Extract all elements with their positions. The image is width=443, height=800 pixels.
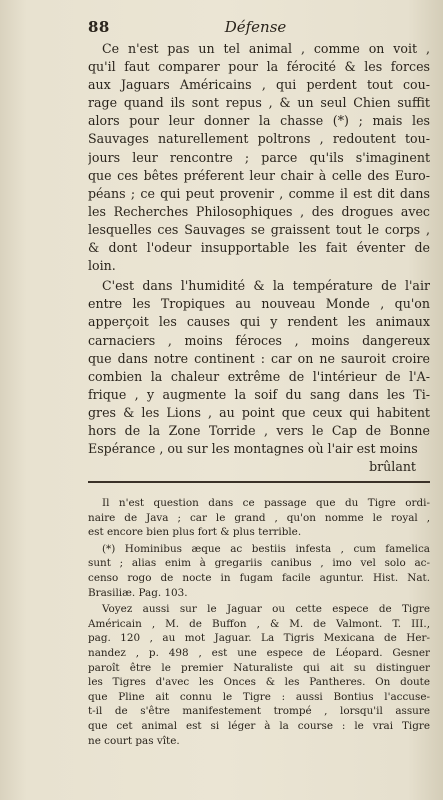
- page-header: [88, 18, 423, 38]
- body-text-line: loin.: [88, 258, 116, 274]
- footnote-text-line: Américain , M. de Buffon , & M. de Valmont. T. III.,: [88, 617, 430, 630]
- footnote-rule: [88, 481, 430, 483]
- catchword: brûlant: [369, 459, 416, 475]
- body-text-line: combien la chaleur extrême de l'intérieur de l'A-: [88, 368, 430, 384]
- body-text-line: lesquelles ces Sauvages se graissent tout le corps ,: [88, 221, 430, 237]
- body-text-line: & dont l'odeur insupportable les fait éventer de: [88, 240, 430, 256]
- footnote-text-line: pag. 120 , au mot Jaguar. La Tigris Mexicana de Her-: [88, 632, 430, 645]
- footnote-text-line: ne court pas vîte.: [88, 734, 180, 747]
- body-text-line: entre les Tropiques au nouveau Monde , qu'on: [88, 296, 430, 312]
- body-text-line: Ce n'est pas un tel animal , comme on voit ,: [102, 41, 430, 56]
- footnote-text-line: paroît être le premier Naturaliste qui ait su distinguer: [88, 661, 430, 674]
- body-text-line: les Recherches Philosophiques , des drogues avec: [88, 203, 430, 219]
- body-text-line: Sauvages naturellement poltrons , redoutent tou-: [88, 131, 430, 147]
- body-text-line: que ces bêtes préferent leur chair à celle des Euro-: [88, 167, 430, 183]
- running-head: Défense: [224, 18, 287, 36]
- footnote-text-line: Voyez aussi sur le Jaguar ou cette espece de Tigre: [102, 603, 430, 616]
- footnote-text-line: t-il de s'être manifestement trompé , lorsqu'il assure: [88, 705, 430, 718]
- body-text-line: Espérance , ou sur les montagnes où l'air est moins: [88, 441, 418, 457]
- body-text-line: rage quand ils sont repus , & un seul Chien suffit: [88, 95, 430, 111]
- page-number: 88: [88, 18, 110, 36]
- body-text-line: aux Jaguars Américains , qui perdent tout cou-: [88, 77, 430, 93]
- body-text-line: jours leur rencontre ; parce qu'ils s'imaginent: [88, 149, 430, 165]
- body-text-line: alors pour leur donner la chasse (*) ; mais les: [88, 113, 430, 129]
- footnote-text-line: Brasiliæ. Pag. 103.: [88, 586, 188, 599]
- body-text-line: apperçoit les causes qui y rendent les animaux: [88, 314, 430, 330]
- body-text-line: péans ; ce qui peut provenir , comme il est dit dans: [88, 185, 430, 201]
- footnote-text-line: naire de Java ; car le grand , qu'on nomme le royal ,: [88, 511, 430, 524]
- body-text-line: que dans notre continent : car on ne sauroit croire: [88, 350, 430, 366]
- body-text-line: gres & les Lions , au point que ceux qui habitent: [88, 404, 430, 420]
- body-text-line: carnaciers , moins féroces , moins dangereux: [88, 332, 430, 348]
- footnote-text-line: (*) Hominibus æque ac bestiis infesta , cum famelica: [102, 542, 430, 555]
- footnote-text-line: censo rogo de nocte in fugam facile aguntur. Hist. Nat.: [88, 571, 430, 584]
- body-text-line: frique , y augmente la soif du sang dans les Ti-: [88, 386, 430, 402]
- main-text: [88, 40, 430, 476]
- footnotes: [88, 496, 430, 748]
- body-text-line: C'est dans l'humidité & la température de l'air: [102, 278, 430, 294]
- footnote-text-line: Il n'est question dans ce passage que du Tigre ordi-: [102, 497, 430, 509]
- footnote-text-line: que Pline ait connu le Tigre : aussi Bontius l'accuse-: [88, 690, 430, 703]
- body-text-line: hors de la Zone Torride , vers le Cap de Bonne: [88, 422, 430, 438]
- footnote-text-line: est encore bien plus fort & plus terrible.: [88, 526, 302, 539]
- footnote-text-line: sunt ; alias enim à gregariis canibus , imo vel solo ac-: [88, 557, 430, 570]
- footnote-text-line: que cet animal est si léger à la course : le vrai Tigre: [88, 719, 430, 732]
- body-text-line: qu'il faut comparer pour la férocité & les forces: [88, 59, 430, 75]
- footnote-text-line: les Tigres d'avec les Onces & les Pantheres. On doute: [88, 676, 430, 689]
- footnote-text-line: nandez , p. 498 , est une espece de Léopard. Gesner: [88, 646, 430, 659]
